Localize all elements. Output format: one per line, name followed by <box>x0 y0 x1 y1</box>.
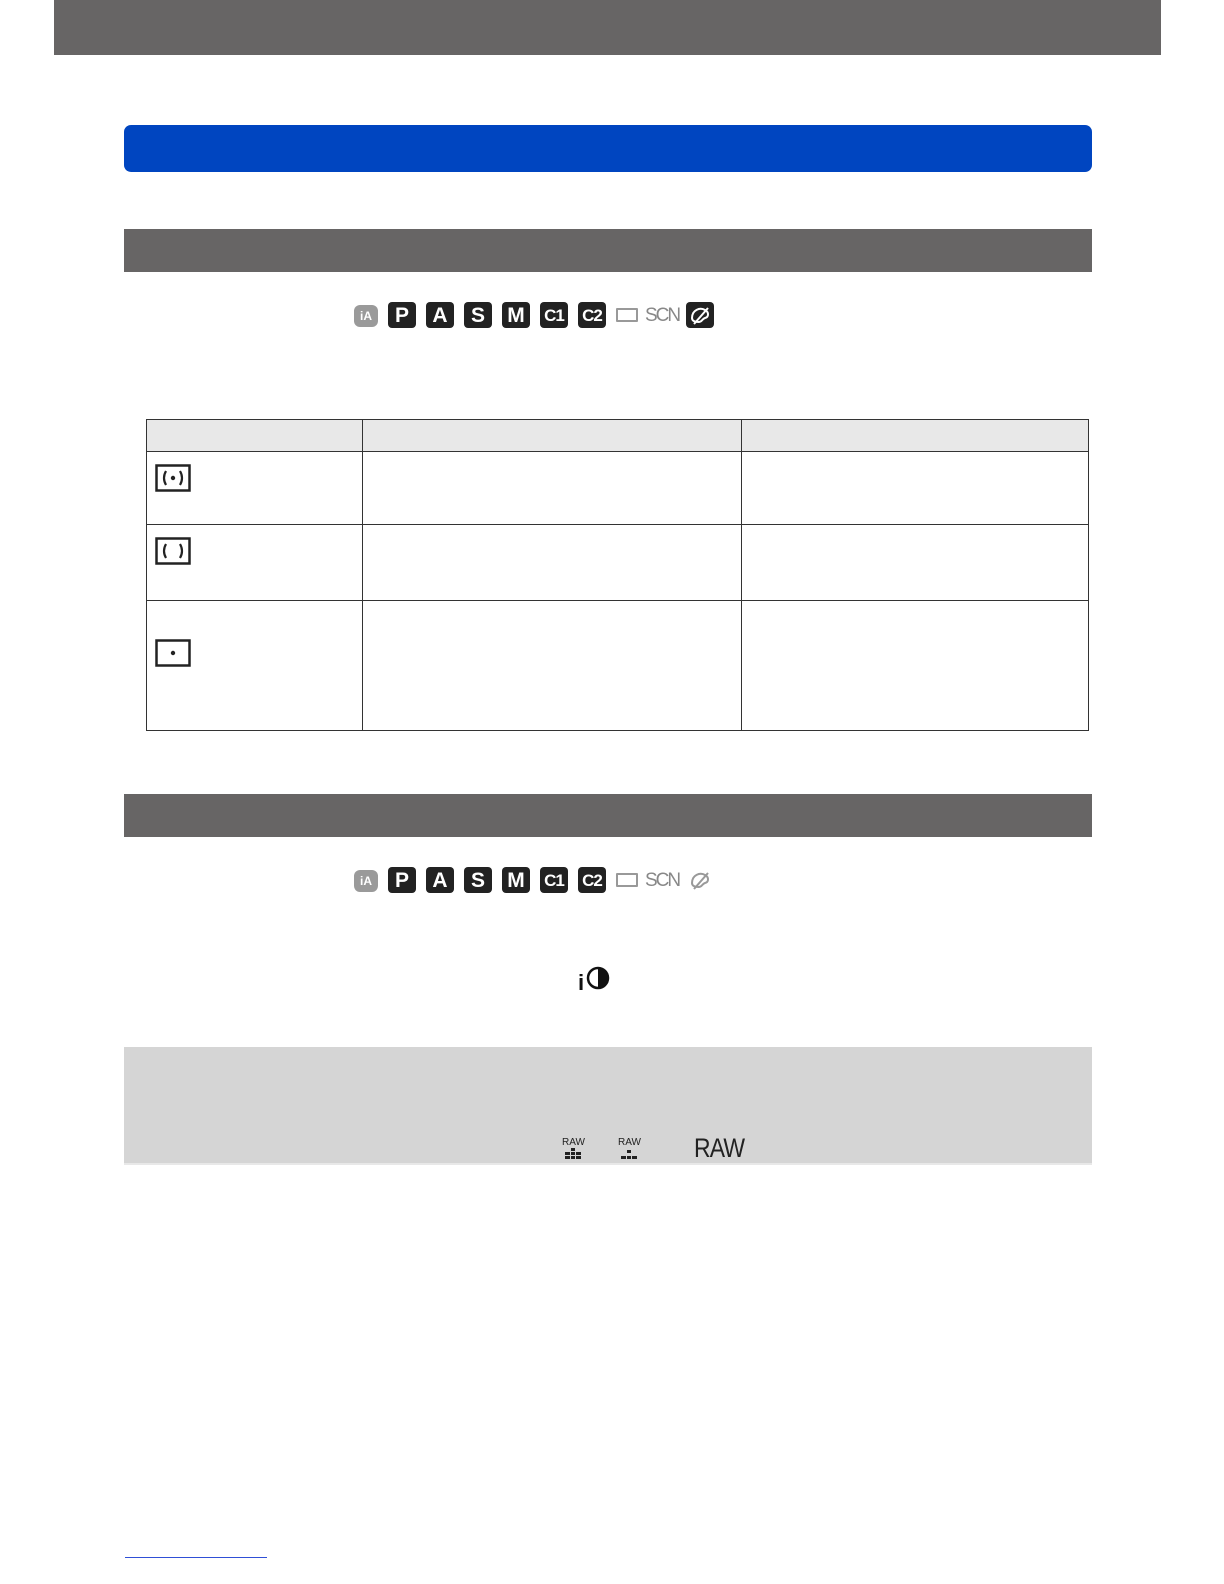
scene-mode-icon: SCN <box>644 869 680 891</box>
table-cell <box>742 525 1089 601</box>
table-cell <box>147 452 363 525</box>
table-cell <box>742 452 1089 525</box>
table-cell <box>362 452 742 525</box>
table-cell <box>742 601 1089 731</box>
shutter-priority-mode-icon: S <box>464 302 492 328</box>
note-box <box>124 1047 1092 1165</box>
scene-mode-icon: SCN <box>644 304 680 326</box>
metering-mode-table <box>146 419 1089 731</box>
manual-mode-icon: M <box>502 302 530 328</box>
available-modes-row-2 <box>354 865 724 895</box>
section-header-dynamic <box>124 794 1092 837</box>
manual-mode-icon: M <box>502 867 530 893</box>
panorama-mode-icon <box>616 308 638 322</box>
section-header-metering <box>124 229 1092 272</box>
center-weighted-metering-icon <box>155 537 191 565</box>
table-row <box>147 452 1089 525</box>
chapter-title-banner <box>124 125 1092 172</box>
creative-control-mode-icon <box>686 867 714 893</box>
table-cell <box>147 601 363 731</box>
panorama-mode-icon <box>616 873 638 887</box>
multi-metering-icon <box>155 464 191 492</box>
footer-link-underline[interactable] <box>125 1557 267 1558</box>
custom-2-mode-icon: C2 <box>578 867 606 893</box>
table-row <box>147 601 1089 731</box>
table-cell <box>362 601 742 731</box>
svg-text:RAW: RAW <box>618 1137 641 1148</box>
available-modes-row-1 <box>354 300 724 330</box>
custom-1-mode-icon: C1 <box>540 302 568 328</box>
custom-2-mode-icon: C2 <box>578 302 606 328</box>
table-cell <box>362 525 742 601</box>
intelligent-auto-mode-icon: iA <box>354 870 378 892</box>
spot-metering-icon <box>155 639 191 667</box>
intelligent-dynamic-icon <box>578 965 612 993</box>
raw-standard-icon <box>617 1134 643 1162</box>
program-mode-icon: P <box>388 867 416 893</box>
svg-text:RAW: RAW <box>562 1137 585 1148</box>
table-header-cell <box>147 420 363 452</box>
intelligent-auto-mode-icon: iA <box>354 305 378 327</box>
table-header-row <box>147 420 1089 452</box>
svg-text:i: i <box>578 970 585 993</box>
table-header-cell <box>362 420 742 452</box>
program-mode-icon: P <box>388 302 416 328</box>
table-row <box>147 525 1089 601</box>
shutter-priority-mode-icon: S <box>464 867 492 893</box>
aperture-priority-mode-icon: A <box>426 302 454 328</box>
raw-fine-icon <box>561 1134 587 1162</box>
table-cell <box>147 525 363 601</box>
aperture-priority-mode-icon: A <box>426 867 454 893</box>
custom-1-mode-icon: C1 <box>540 867 568 893</box>
creative-control-mode-icon <box>686 302 714 328</box>
page-header-bar <box>54 0 1161 55</box>
table-header-cell <box>742 420 1089 452</box>
raw-quality-label: RAW <box>694 1133 745 1163</box>
